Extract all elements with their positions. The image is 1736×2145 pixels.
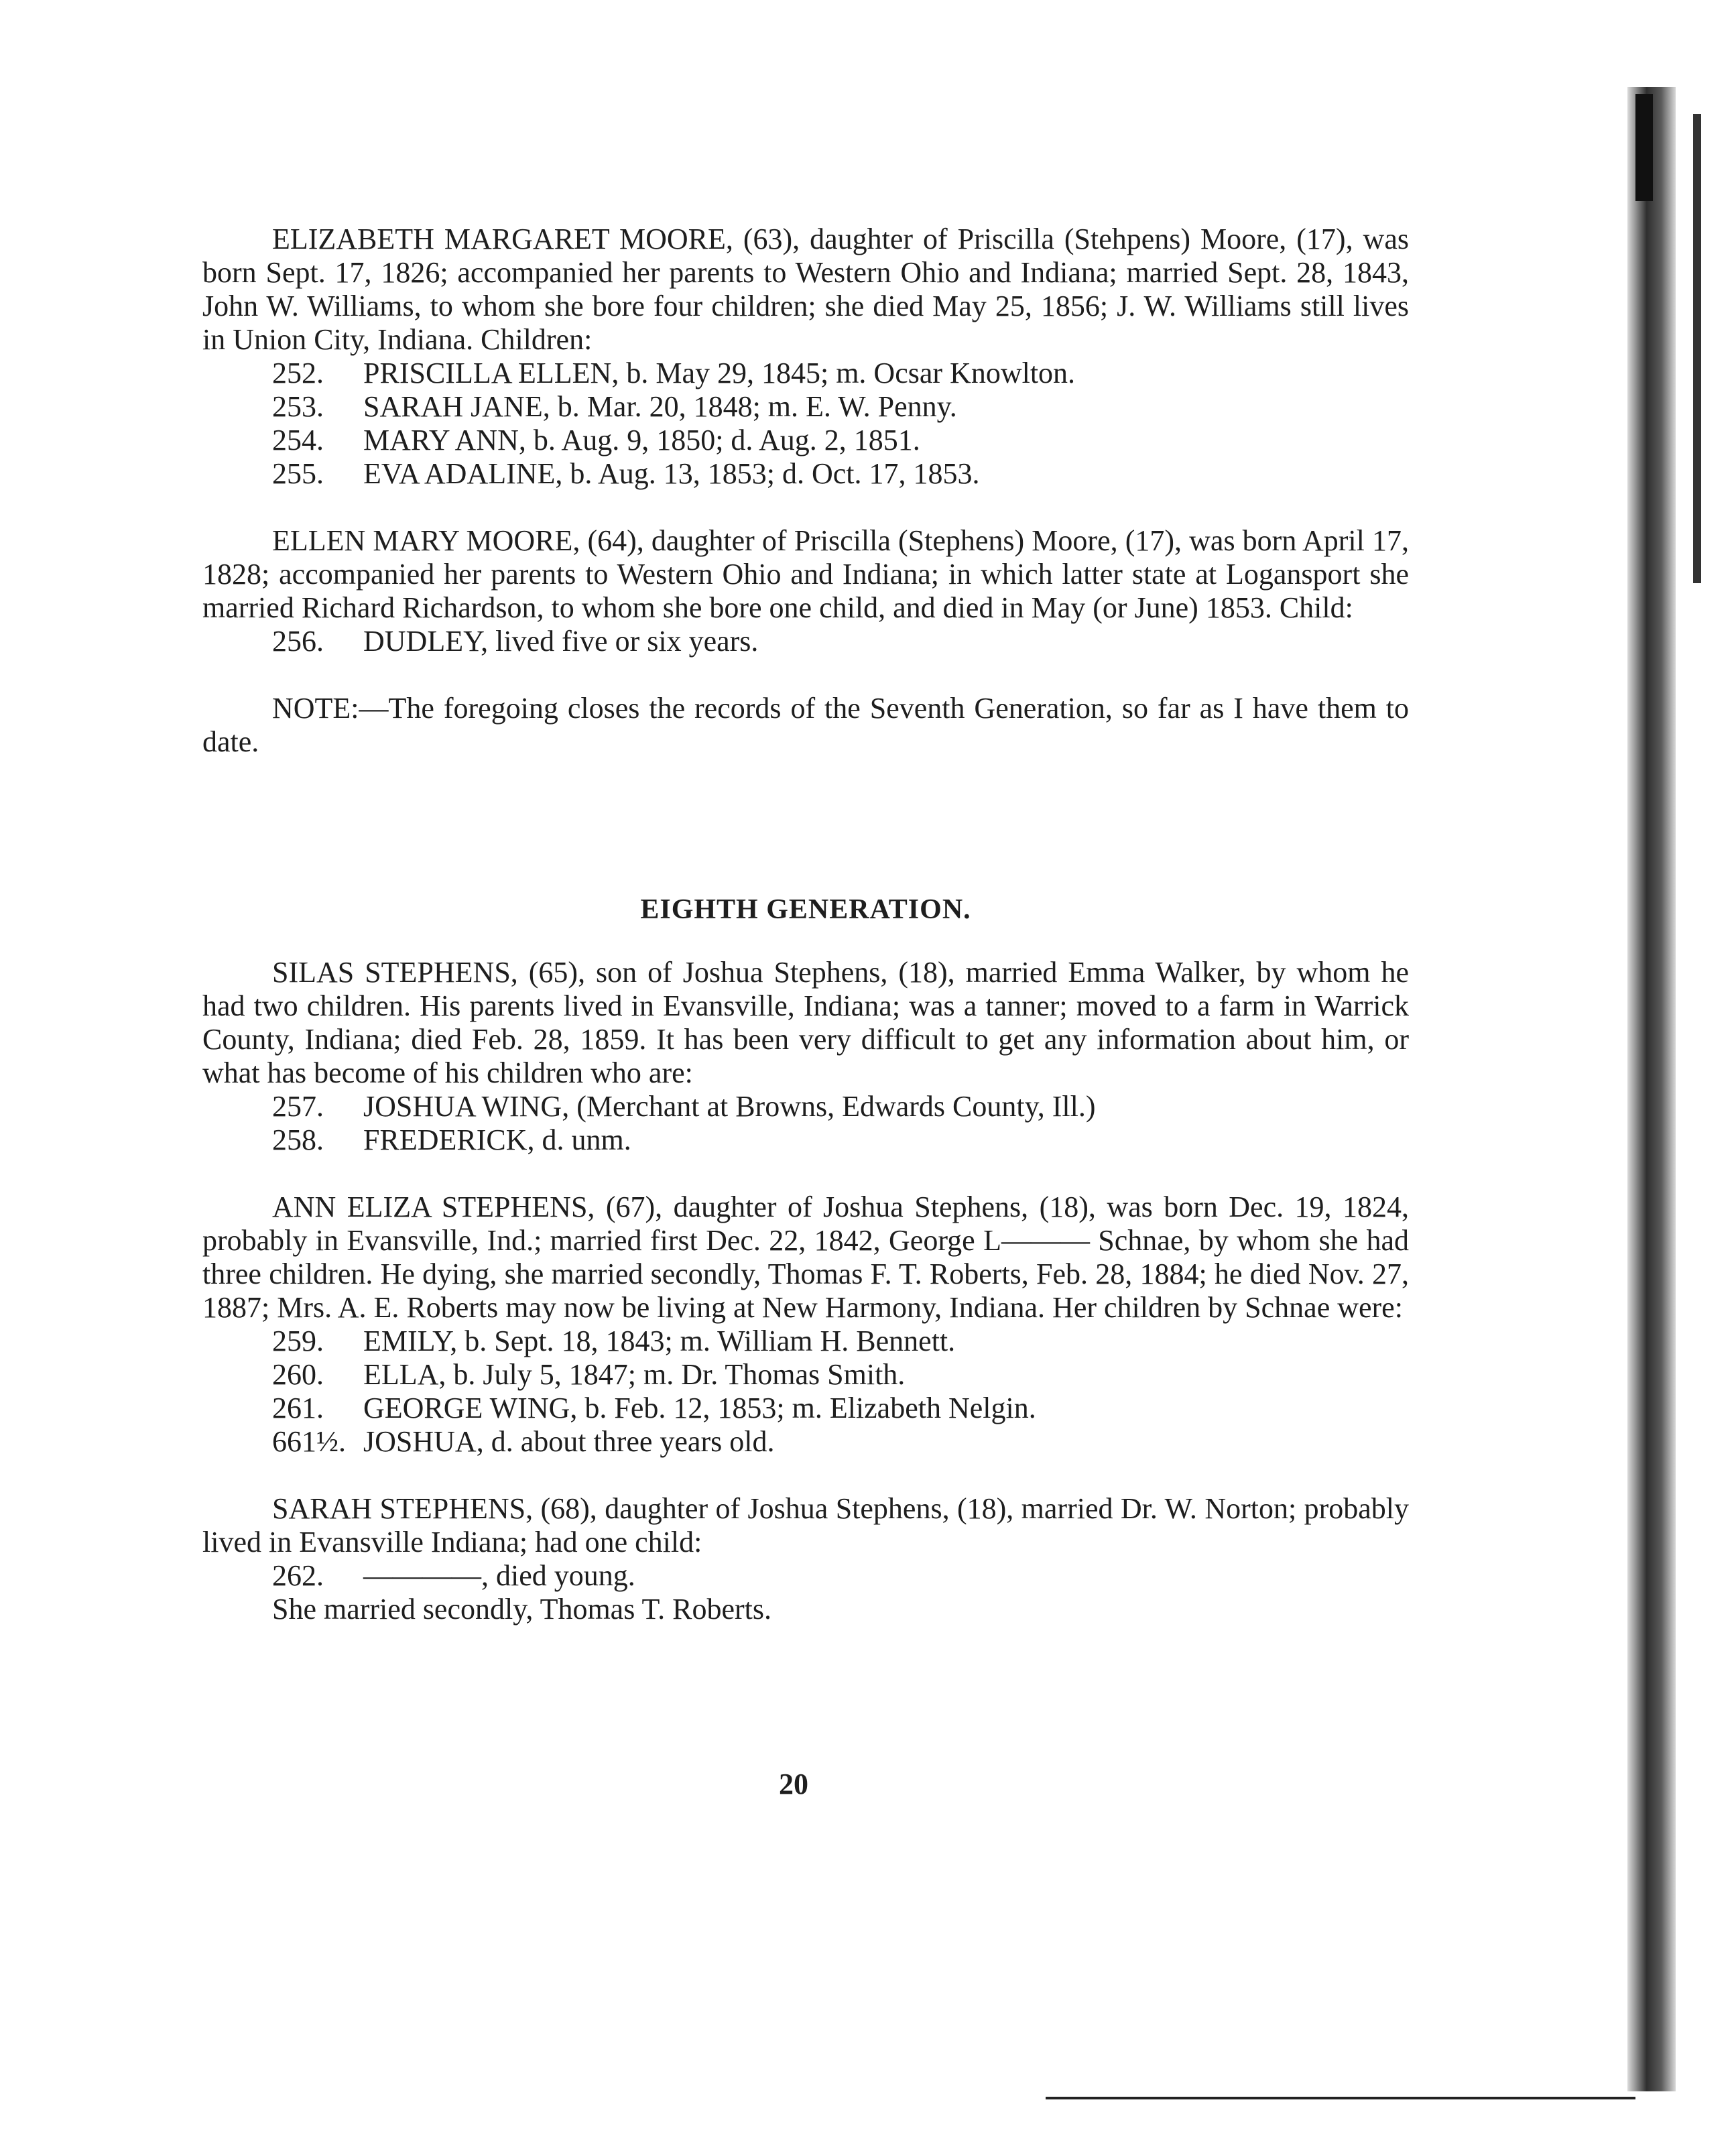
paragraph-ann-eliza-stephens: ANN ELIZA STEPHENS, (67), daughter of Joshua Stephens, (18), was born Dec. 19, 1824, probably in Evansville, Ind.; married first Dec. 22, 1842, George L——— Schnae, by whom she had three children. He dying, she married secondly, Thomas F. T. Roberts, Feb. 28, 1884; he died Nov. 27, 1887; Mrs. A. E. Roberts may now be living at New Harmony, Indiana. Her children by Schnae were: xyxy=(202,1190,1409,1324)
child-entry xyxy=(202,457,1409,491)
paragraph-sarah-stephens: SARAH STEPHENS, (68), daughter of Joshua Stephens, (18), married Dr. W. Norton; probably lived in Evansville Indiana; had one child: xyxy=(202,1492,1409,1558)
entry-text: EMILY, b. Sept. 18, 1843; m. William H. Bennett. xyxy=(363,1325,956,1357)
scan-binding-mark xyxy=(1635,94,1653,201)
child-entry xyxy=(202,357,1409,390)
entry-number: 262. xyxy=(272,1559,324,1592)
entry-number: 661½. xyxy=(272,1425,346,1458)
entry-number: 261. xyxy=(272,1392,324,1424)
entry-number: 253. xyxy=(272,390,324,423)
entry-text: EVA ADALINE, b. Aug. 13, 1853; d. Oct. 17, 1853. xyxy=(363,457,980,490)
entry-number: 259. xyxy=(272,1325,324,1357)
spacer xyxy=(202,658,1409,692)
child-entry xyxy=(202,1358,1409,1392)
spacer xyxy=(202,1157,1409,1190)
child-entry xyxy=(202,1559,1409,1593)
section-spacer xyxy=(202,759,1409,893)
child-entry xyxy=(202,1325,1409,1358)
paragraph-elizabeth-moore: ELIZABETH MARGARET MOORE, (63), daughter of Priscilla (Stehpens) Moore, (17), was born Sept. 17, 1826; accompanied her parents to Western Ohio and Indiana; married Sept. 28, 1843, John W. Williams, to whom she bore four children; she died May 25, 1856; J. W. Williams still lives in Union City, Indiana. Children: xyxy=(202,223,1409,356)
paragraph-ellen-moore: ELLEN MARY MOORE, (64), daughter of Priscilla (Stephens) Moore, (17), was born April 17, 1828; accompanied her parents to Western Ohio and Indiana; in which latter state at Logansport she married Richard Richardson, to whom she bore one child, and died in May (or June) 1853. Child: xyxy=(202,524,1409,624)
entry-text: SARAH JANE, b. Mar. 20, 1848; m. E. W. Penny. xyxy=(363,390,957,423)
entry-number: 254. xyxy=(272,424,324,456)
spacer xyxy=(202,1459,1409,1492)
child-entry xyxy=(202,1425,1409,1459)
children-list-ellen xyxy=(202,625,1409,658)
child-entry xyxy=(202,424,1409,457)
text-column xyxy=(202,223,1409,1626)
entry-text: ELLA, b. July 5, 1847; m. Dr. Thomas Smith. xyxy=(363,1358,906,1391)
children-list-ann xyxy=(202,1325,1409,1459)
child-entry xyxy=(202,1392,1409,1425)
scan-bottom-rule xyxy=(1046,2097,1635,2099)
children-list-elizabeth xyxy=(202,357,1409,491)
spacer xyxy=(202,491,1409,524)
entry-number: 252. xyxy=(272,357,324,389)
children-list-silas xyxy=(202,1090,1409,1157)
section-heading: EIGHTH GENERATION. xyxy=(640,894,971,925)
paragraph-silas-stephens: SILAS STEPHENS, (65), son of Joshua Stephens, (18), married Emma Walker, by whom he had two children. His parents lived in Evansville, Indiana; was a tanner; moved to a farm in Warrick County, Indiana; died Feb. 28, 1859. It has been very difficult to get any information about him, or what has become of his children who are: xyxy=(202,956,1409,1089)
entry-text: PRISCILLA ELLEN, b. May 29, 1845; m. Ocsar Knowlton. xyxy=(363,357,1076,389)
entry-number: 257. xyxy=(272,1090,324,1123)
trailing-note: She married secondly, Thomas T. Roberts. xyxy=(272,1593,772,1626)
entry-number: 256. xyxy=(272,625,324,658)
scan-binding-line xyxy=(1693,114,1701,583)
child-entry xyxy=(202,390,1409,424)
entry-number: 258. xyxy=(272,1123,324,1156)
child-entry xyxy=(202,1123,1409,1157)
entry-text: DUDLEY, lived five or six years. xyxy=(363,625,759,658)
entry-number: 255. xyxy=(272,457,324,490)
entry-text: ————, died young. xyxy=(363,1559,635,1592)
entry-text: JOSHUA, d. about three years old. xyxy=(363,1425,775,1458)
child-entry xyxy=(202,1090,1409,1123)
children-list-sarah xyxy=(202,1559,1409,1593)
entry-text: FREDERICK, d. unm. xyxy=(363,1123,631,1156)
scan-binding-shadow xyxy=(1627,87,1676,2091)
child-entry xyxy=(202,625,1409,658)
entry-text: MARY ANN, b. Aug. 9, 1850; d. Aug. 2, 1851. xyxy=(363,424,920,456)
entry-number: 260. xyxy=(272,1358,324,1391)
entry-text: GEORGE WING, b. Feb. 12, 1853; m. Elizabeth Nelgin. xyxy=(363,1392,1036,1424)
paragraph-note: NOTE:—The foregoing closes the records of the Seventh Generation, so far as I have them to date. xyxy=(202,692,1409,758)
entry-text: JOSHUA WING, (Merchant at Browns, Edwards County, Ill.) xyxy=(363,1090,1096,1123)
spacer xyxy=(202,926,1409,956)
page-number: 20 xyxy=(779,1768,808,1800)
